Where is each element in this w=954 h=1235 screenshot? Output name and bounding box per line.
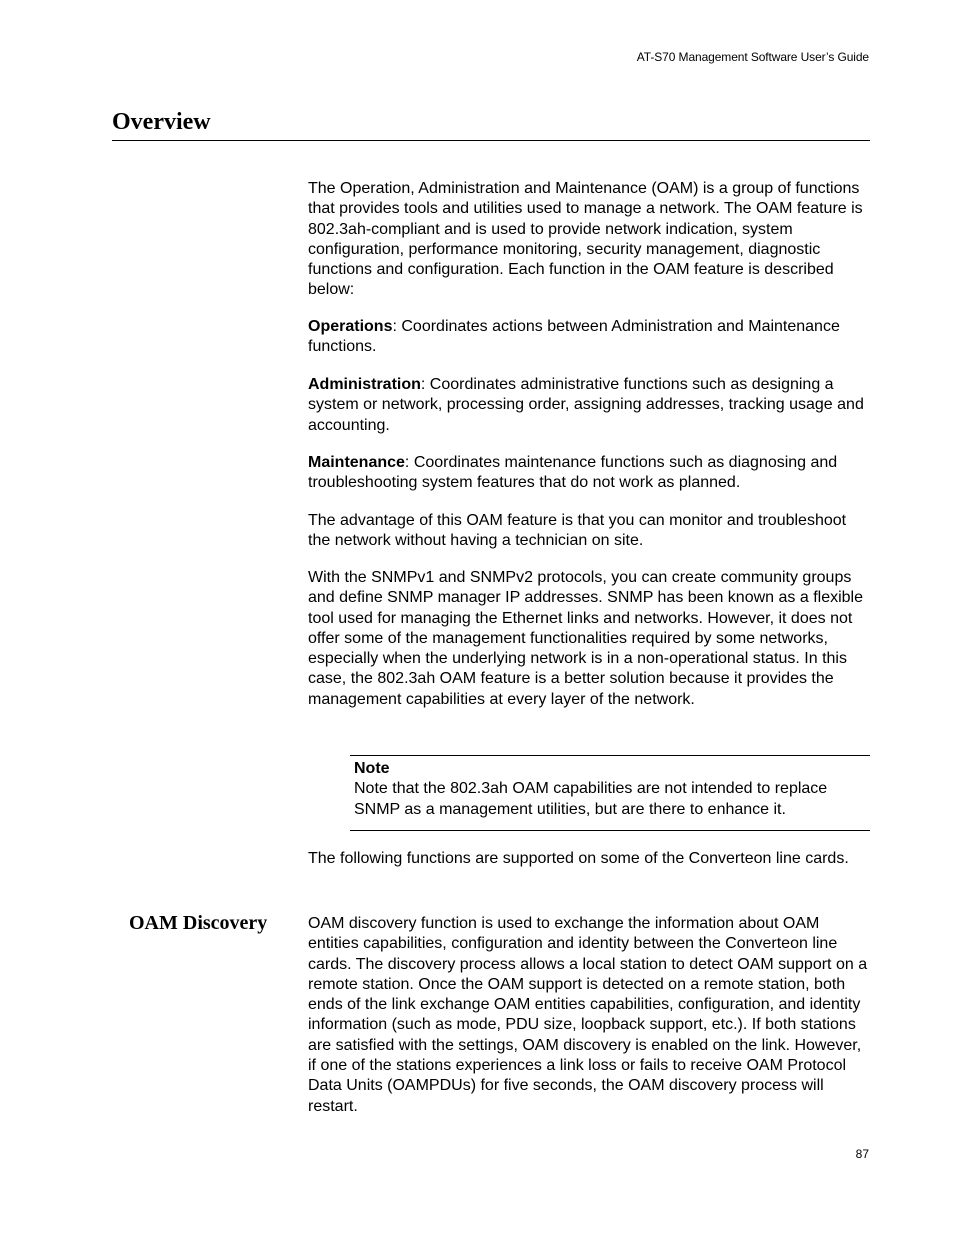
note-box (350, 755, 870, 831)
page-number: 87 (855, 1147, 869, 1161)
snmp-text: With the SNMPv1 and SNMPv2 protocols, you can create community groups and define SNMP manager IP addresses. SNMP has been known as a flexible tool used for managing the Ethernet links and networks. However, it does not offer some of the management functionalities required by some networks, especially when the underlying network is in a non-operational status. In this case, the 802.3ah OAM feature is a better solution because it provides the management capabilities at every layer of the network. (308, 569, 863, 708)
note-text: Note that the 802.3ah OAM capabilities are not intended to replace SNMP as a management utilities, but are there to enhance it. (354, 780, 828, 818)
section-title: Overview (112, 109, 211, 135)
maintenance-text: : Coordinates maintenance functions such as diagnosing and troubleshooting system features that do not work as planned. (308, 454, 838, 492)
following-paragraph (308, 849, 870, 869)
administration-text: : Coordinates administrative functions such as designing a system or network, processing order, assigning addresses, tracking usage and accounting. (308, 376, 864, 434)
intro-text: The Operation, Administration and Maintenance (OAM) is a group of functions that provides tools and utilities used to manage a network. The OAM feature is 802.3ah-compliant and is used to provide network indication, system configuration, performance monitoring, security management, diagnostic functions and configuration. Each function in the OAM feature is described below: (308, 180, 863, 299)
snmp-paragraph (308, 568, 870, 710)
maintenance-term: Maintenance (308, 454, 405, 471)
intro-paragraph (308, 179, 870, 301)
administration-term: Administration (308, 376, 421, 393)
maintenance-paragraph (308, 453, 870, 494)
oam-discovery-heading: OAM Discovery (129, 912, 268, 934)
advantage-text: The advantage of this OAM feature is that you can monitor and troubleshoot the network without having a technician on site. (308, 512, 847, 550)
operations-paragraph (308, 317, 870, 358)
operations-term: Operations (308, 318, 393, 335)
running-header: AT-S70 Management Software User’s Guide (636, 50, 869, 64)
administration-paragraph (308, 375, 870, 436)
following-text: The following functions are supported on some of the Converteon line cards. (308, 850, 849, 867)
note-title: Note (354, 760, 390, 777)
oam-discovery-text: OAM discovery function is used to exchange the information about OAM entities capabilities, configuration and identity between the Converteon line cards. The discovery process allows a local station to detect OAM support on a remote station. Once the OAM support is detected on a remote station, both ends of the link exchange OAM entities capabilities, configuration, and identity information (such as mode, PDU size, loopback support, etc.). If both stations are satisfied with the settings, OAM discovery is enabled on the link. However, if one of the stations experiences a link loss or fails to receive OAM Protocol Data Units (OAMPDUs) for five seconds, the OAM discovery process will restart. (308, 915, 868, 1115)
title-rule (112, 140, 870, 141)
operations-text: : Coordinates actions between Administration and Maintenance functions. (308, 318, 840, 356)
oam-discovery-paragraph (308, 914, 870, 1117)
advantage-paragraph (308, 511, 870, 552)
